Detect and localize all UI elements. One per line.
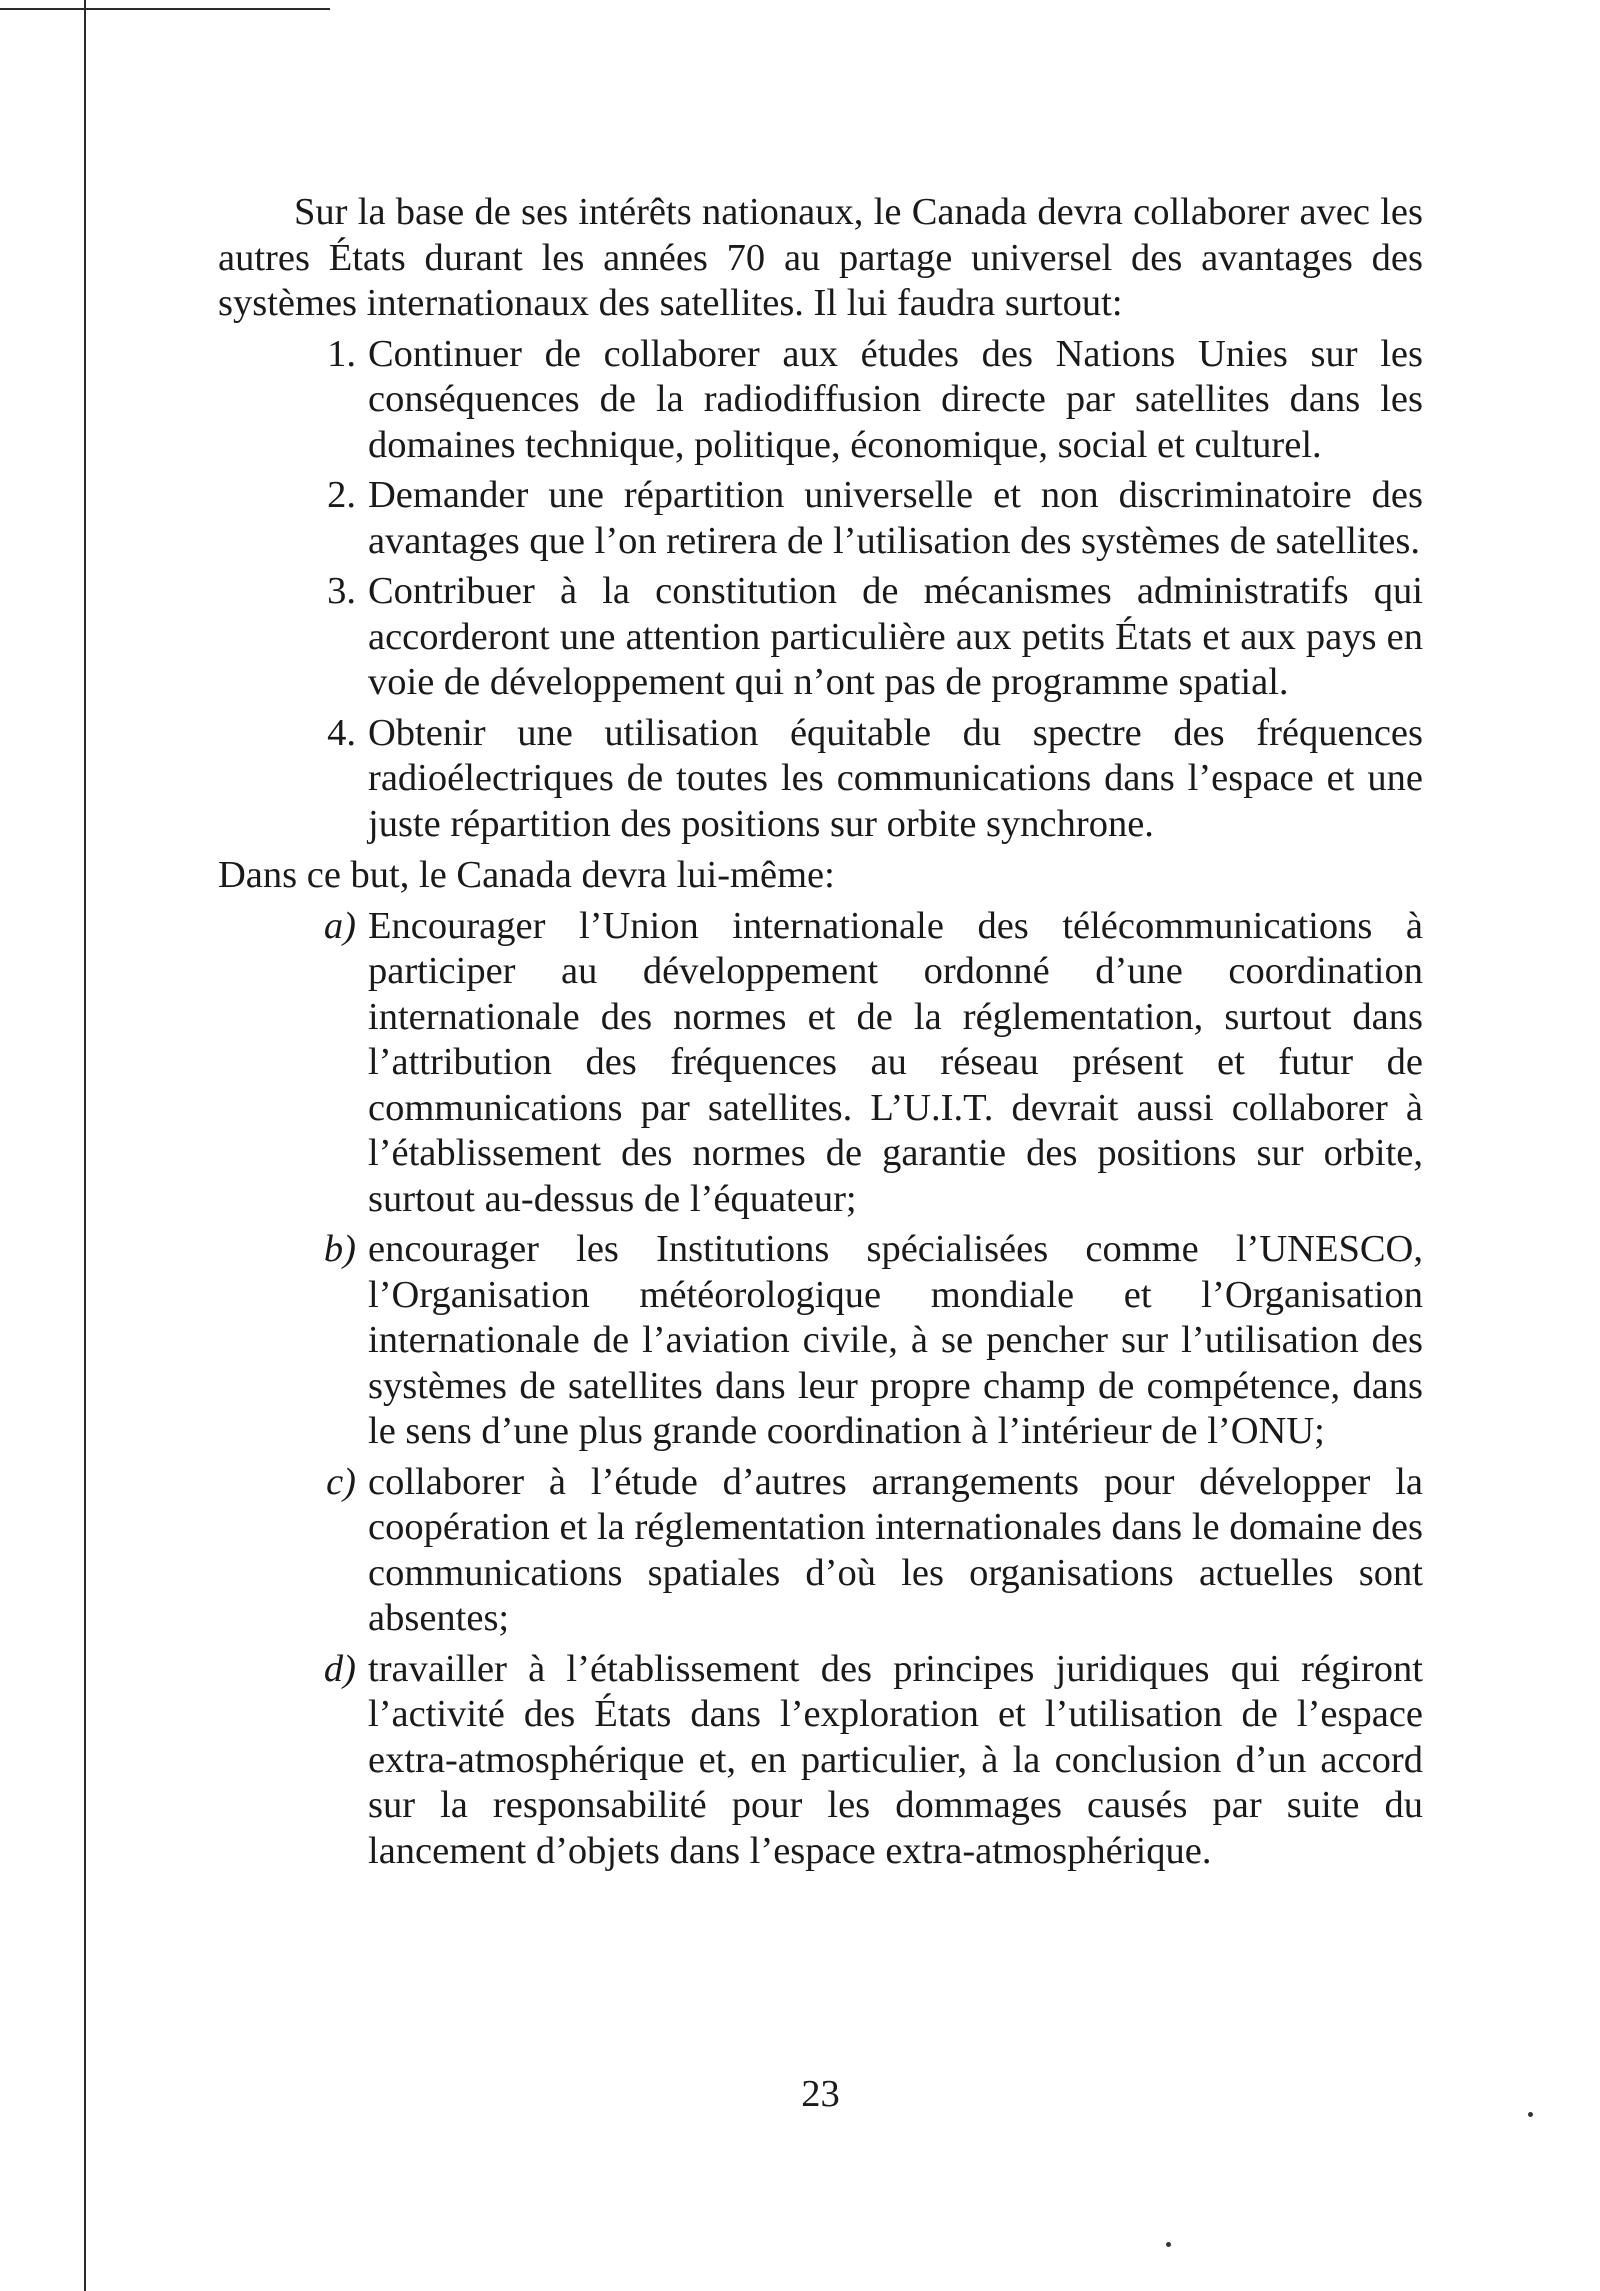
list-item-text: Continuer de collaborer aux études des Nations Unies sur les conséquences de la radiodiffusion directe par satellites dans les domaines technique, politique, économique, social et culturel. <box>368 332 1423 466</box>
list-marker: a) <box>323 904 356 947</box>
page-body <box>218 190 1423 2115</box>
list-item <box>218 569 1423 706</box>
page-number: 23 <box>801 2073 840 2115</box>
page-edge-top <box>0 8 330 10</box>
list-marker: 2. <box>327 474 356 516</box>
page-edge-left <box>84 0 86 2291</box>
list-item-text: Encourager l’Union internationale des télécommunications à participer au développement ordonné d’une coordination internationale des normes et de la réglementation, surtout dans l’attribution des fréquences au réseau présent et futur de communications par satellites. L’U.I.T. devrait aussi collaborer à l’établissement des normes de garantie des positions sur orbite, surtout au-dessus de l’équateur; <box>368 904 1423 1220</box>
list-marker: 4. <box>327 711 356 754</box>
list-item-text: travailler à l’établissement des principes juridiques qui régiront l’activité des États dans l’exploration et l’utilisation de l’espace extra-atmosphérique et, en particulier, à la conclusion d’un accord sur la responsabilité pour les dommages causés par suite du lancement d’objets dans l’espace extra-atmosphérique. <box>368 1647 1423 1872</box>
list-item <box>218 332 1423 469</box>
list-item <box>218 1460 1423 1642</box>
list-marker: b) <box>323 1228 356 1270</box>
numbered-list <box>218 332 1423 848</box>
list-item <box>218 473 1423 564</box>
intro-paragraph: Sur la base de ses intérêts nationaux, le Canada devra collaborer avec les autres États durant les années 70 au partage universel des avantages des systèmes internationaux des satellites. Il lui faudra surtout: <box>218 191 1423 324</box>
scan-speck <box>1528 2112 1533 2117</box>
list-item <box>218 904 1423 1223</box>
scan-speck <box>1166 2242 1171 2247</box>
list-marker: 3. <box>327 570 356 612</box>
list-marker: d) <box>323 1647 356 1690</box>
list-marker: 1. <box>327 332 356 375</box>
list-item-text: Demander une répartition universelle et non discriminatoire des avantages que l’on retirera de l’utilisation des systèmes de satellites. <box>368 474 1423 562</box>
list-marker: c) <box>326 1460 356 1503</box>
lettered-list <box>218 904 1423 1875</box>
list-item <box>218 711 1423 848</box>
list-item-text: collaborer à l’étude d’autres arrangements pour développer la coopération et la réglementation internationales dans le domaine des communications spatiales d’où les organisations actuelles sont absentes; <box>368 1460 1423 1639</box>
list-item <box>218 1647 1423 1875</box>
list-item-text: encourager les Institutions spécialisées comme l’UNESCO, l’Organisation météorologique mondiale et l’Organisation internationale de l’aviation civile, à se pencher sur l’utilisation des systèmes de satellites dans leur propre champ de compétence, dans le sens d’une plus grande coordination à l’intérieur de l’ONU; <box>368 1228 1423 1452</box>
list-item-text: Contribuer à la constitution de mécanismes administratifs qui accorderont une attention particulière aux petits États et aux pays en voie de développement qui n’ont pas de programme spatial. <box>368 570 1423 703</box>
lead-paragraph: Dans ce but, le Canada devra lui-même: <box>218 854 835 896</box>
list-item-text: Obtenir une utilisation équitable du spectre des fréquences radioélectriques de toutes les communications dans l’espace et une juste répartition des positions sur orbite synchrone. <box>368 711 1423 845</box>
list-item <box>218 1227 1423 1455</box>
